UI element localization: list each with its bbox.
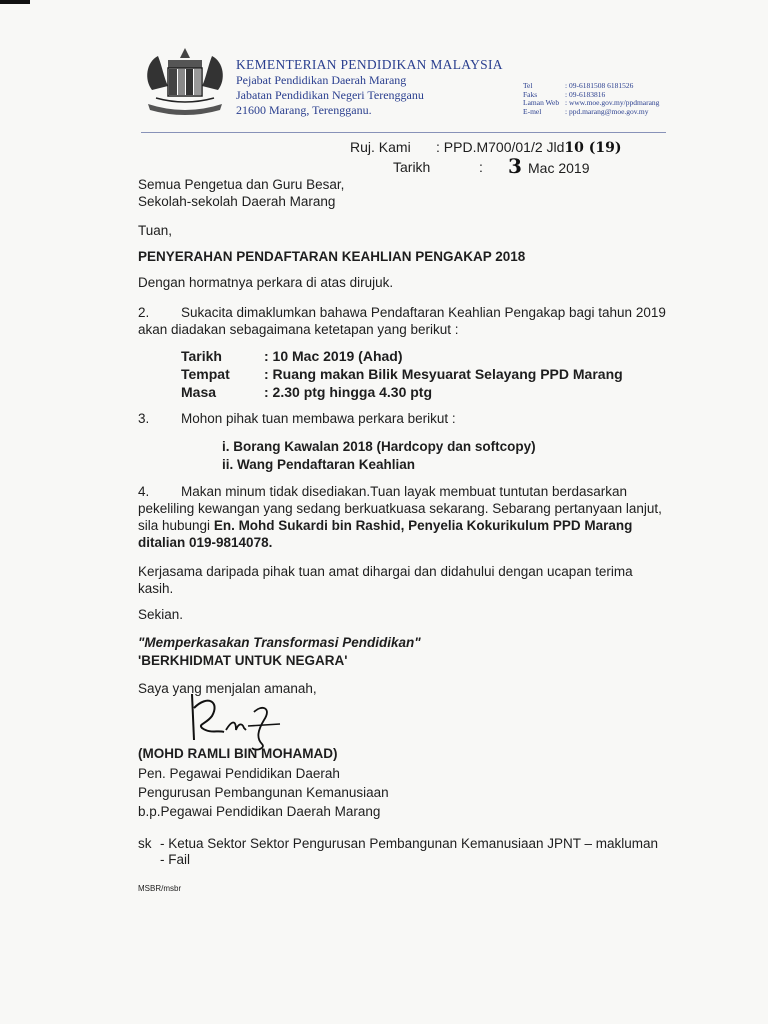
- initials: MSBR/msbr: [138, 884, 182, 893]
- para-4-line: Makan minum tidak disediakan.Tuan layak membuat tuntutan berdasarkan: [181, 484, 627, 499]
- reference-handwritten: 10 (19): [564, 140, 622, 156]
- para-2-line: akan diadakan sebagaimana ketetapan yang berikut :: [138, 322, 459, 337]
- letterhead: [236, 57, 503, 118]
- detail-label: Masa: [181, 384, 217, 400]
- date-value: Mac 2019: [528, 160, 590, 176]
- cc-label: sk: [138, 836, 152, 851]
- recipient-line: Semua Pengetua dan Guru Besar,: [138, 177, 345, 192]
- contact-phone: ditalian 019-9814078.: [138, 535, 273, 550]
- date-day-handwritten: 3: [508, 154, 522, 178]
- contact-row: Tel : 09-6181508 6181526: [523, 81, 634, 90]
- reference-number: : PPD.M700/01/2 Jld10 (19): [436, 139, 622, 156]
- motto-italic: "Memperkasakan Transformasi Pendidikan": [138, 635, 421, 650]
- salutation: Tuan,: [138, 223, 173, 238]
- motto-caps: 'BERKHIDMAT UNTUK NEGARA': [138, 653, 348, 668]
- letterhead-contacts: [523, 82, 659, 116]
- contact-row: Laman Web : www.moe.gov.my/ppdmarang: [523, 98, 660, 107]
- para-3-number: 3.: [138, 411, 150, 426]
- detail-value: : Ruang makan Bilik Mesyuarat Selayang PPD Marang: [264, 366, 623, 382]
- para-3-text: Mohon pihak tuan membawa perkara berikut :: [181, 411, 456, 426]
- contact-person: En. Mohd Sukardi bin Rashid, Penyelia Kokurikulum PPD Marang: [213, 518, 633, 533]
- reference-label: Ruj. Kami: [350, 139, 411, 155]
- para-4-number: 4.: [138, 484, 150, 499]
- list-item: ii. Wang Pendaftaran Keahlian: [222, 457, 416, 472]
- letterhead-address-line: Jabatan Pendidikan Negeri Terengganu: [236, 88, 424, 102]
- closing-line: Kerjasama daripada pihak tuan amat dihargai dan didahului dengan ucapan terima: [138, 564, 633, 579]
- para-4-line: sila hubungi En. Mohd Sukardi bin Rashid, Penyelia Kokurikulum PPD Marang: [138, 518, 633, 533]
- signatory-name: (MOHD RAMLI BIN MOHAMAD): [138, 746, 338, 761]
- detail-value: : 10 Mac 2019 (Ahad): [264, 348, 403, 364]
- paragraph-1: Dengan hormatnya perkara di atas dirujuk.: [138, 275, 394, 290]
- letterhead-address-line: 21600 Marang, Terengganu.: [236, 103, 372, 117]
- list-item: i. Borang Kawalan 2018 (Hardcopy dan softcopy): [222, 439, 536, 454]
- signatory-title: Pen. Pegawai Pendidikan Daerah: [138, 766, 340, 781]
- detail-value: : 2.30 ptg hingga 4.30 ptg: [264, 384, 433, 400]
- signatory-title: Pengurusan Pembangunan Kemanusiaan: [138, 785, 389, 800]
- cc-item: - Ketua Sektor Sektor Pengurusan Pembangunan Kemanusiaan JPNT – makluman: [160, 836, 659, 851]
- letterhead-address-line: Pejabat Pendidikan Daerah Marang: [236, 73, 407, 87]
- scan-corner-mark: [0, 0, 30, 4]
- para-4-line: pekeliling kewangan yang sedang berkuatkuasa sekarang. Sebarang pertanyaan lanjut,: [138, 501, 662, 516]
- closing-line: kasih.: [138, 581, 174, 596]
- para-2-number: 2.: [138, 305, 150, 320]
- contact-row: Faks : 09-6183816: [523, 89, 606, 99]
- coat-of-arms-logo: [138, 46, 232, 120]
- date-label: Tarikh: [393, 159, 431, 175]
- para-2-line: Sukacita dimaklumkan bahawa Pendaftaran Keahlian Pengakap bagi tahun 2019: [181, 305, 666, 320]
- detail-label: Tarikh: [181, 348, 222, 364]
- trust-line: Saya yang menjalan amanah,: [138, 681, 317, 696]
- date-colon: :: [479, 159, 483, 175]
- detail-label: Tempat: [181, 366, 230, 382]
- signatory-title: b.p.Pegawai Pendidikan Daerah Marang: [138, 804, 381, 819]
- cc-item: - Fail: [160, 852, 190, 867]
- letterhead-divider: [141, 132, 666, 133]
- subject-heading: PENYERAHAN PENDAFTARAN KEAHLIAN PENGAKAP 2018: [138, 249, 526, 264]
- contact-row: E-mel : ppd.marang@moe.gov.my: [523, 106, 649, 116]
- recipient-line: Sekolah-sekolah Daerah Marang: [138, 194, 336, 209]
- ministry-name: KEMENTERIAN PENDIDIKAN MALAYSIA: [236, 57, 503, 72]
- sekian: Sekian.: [138, 607, 184, 622]
